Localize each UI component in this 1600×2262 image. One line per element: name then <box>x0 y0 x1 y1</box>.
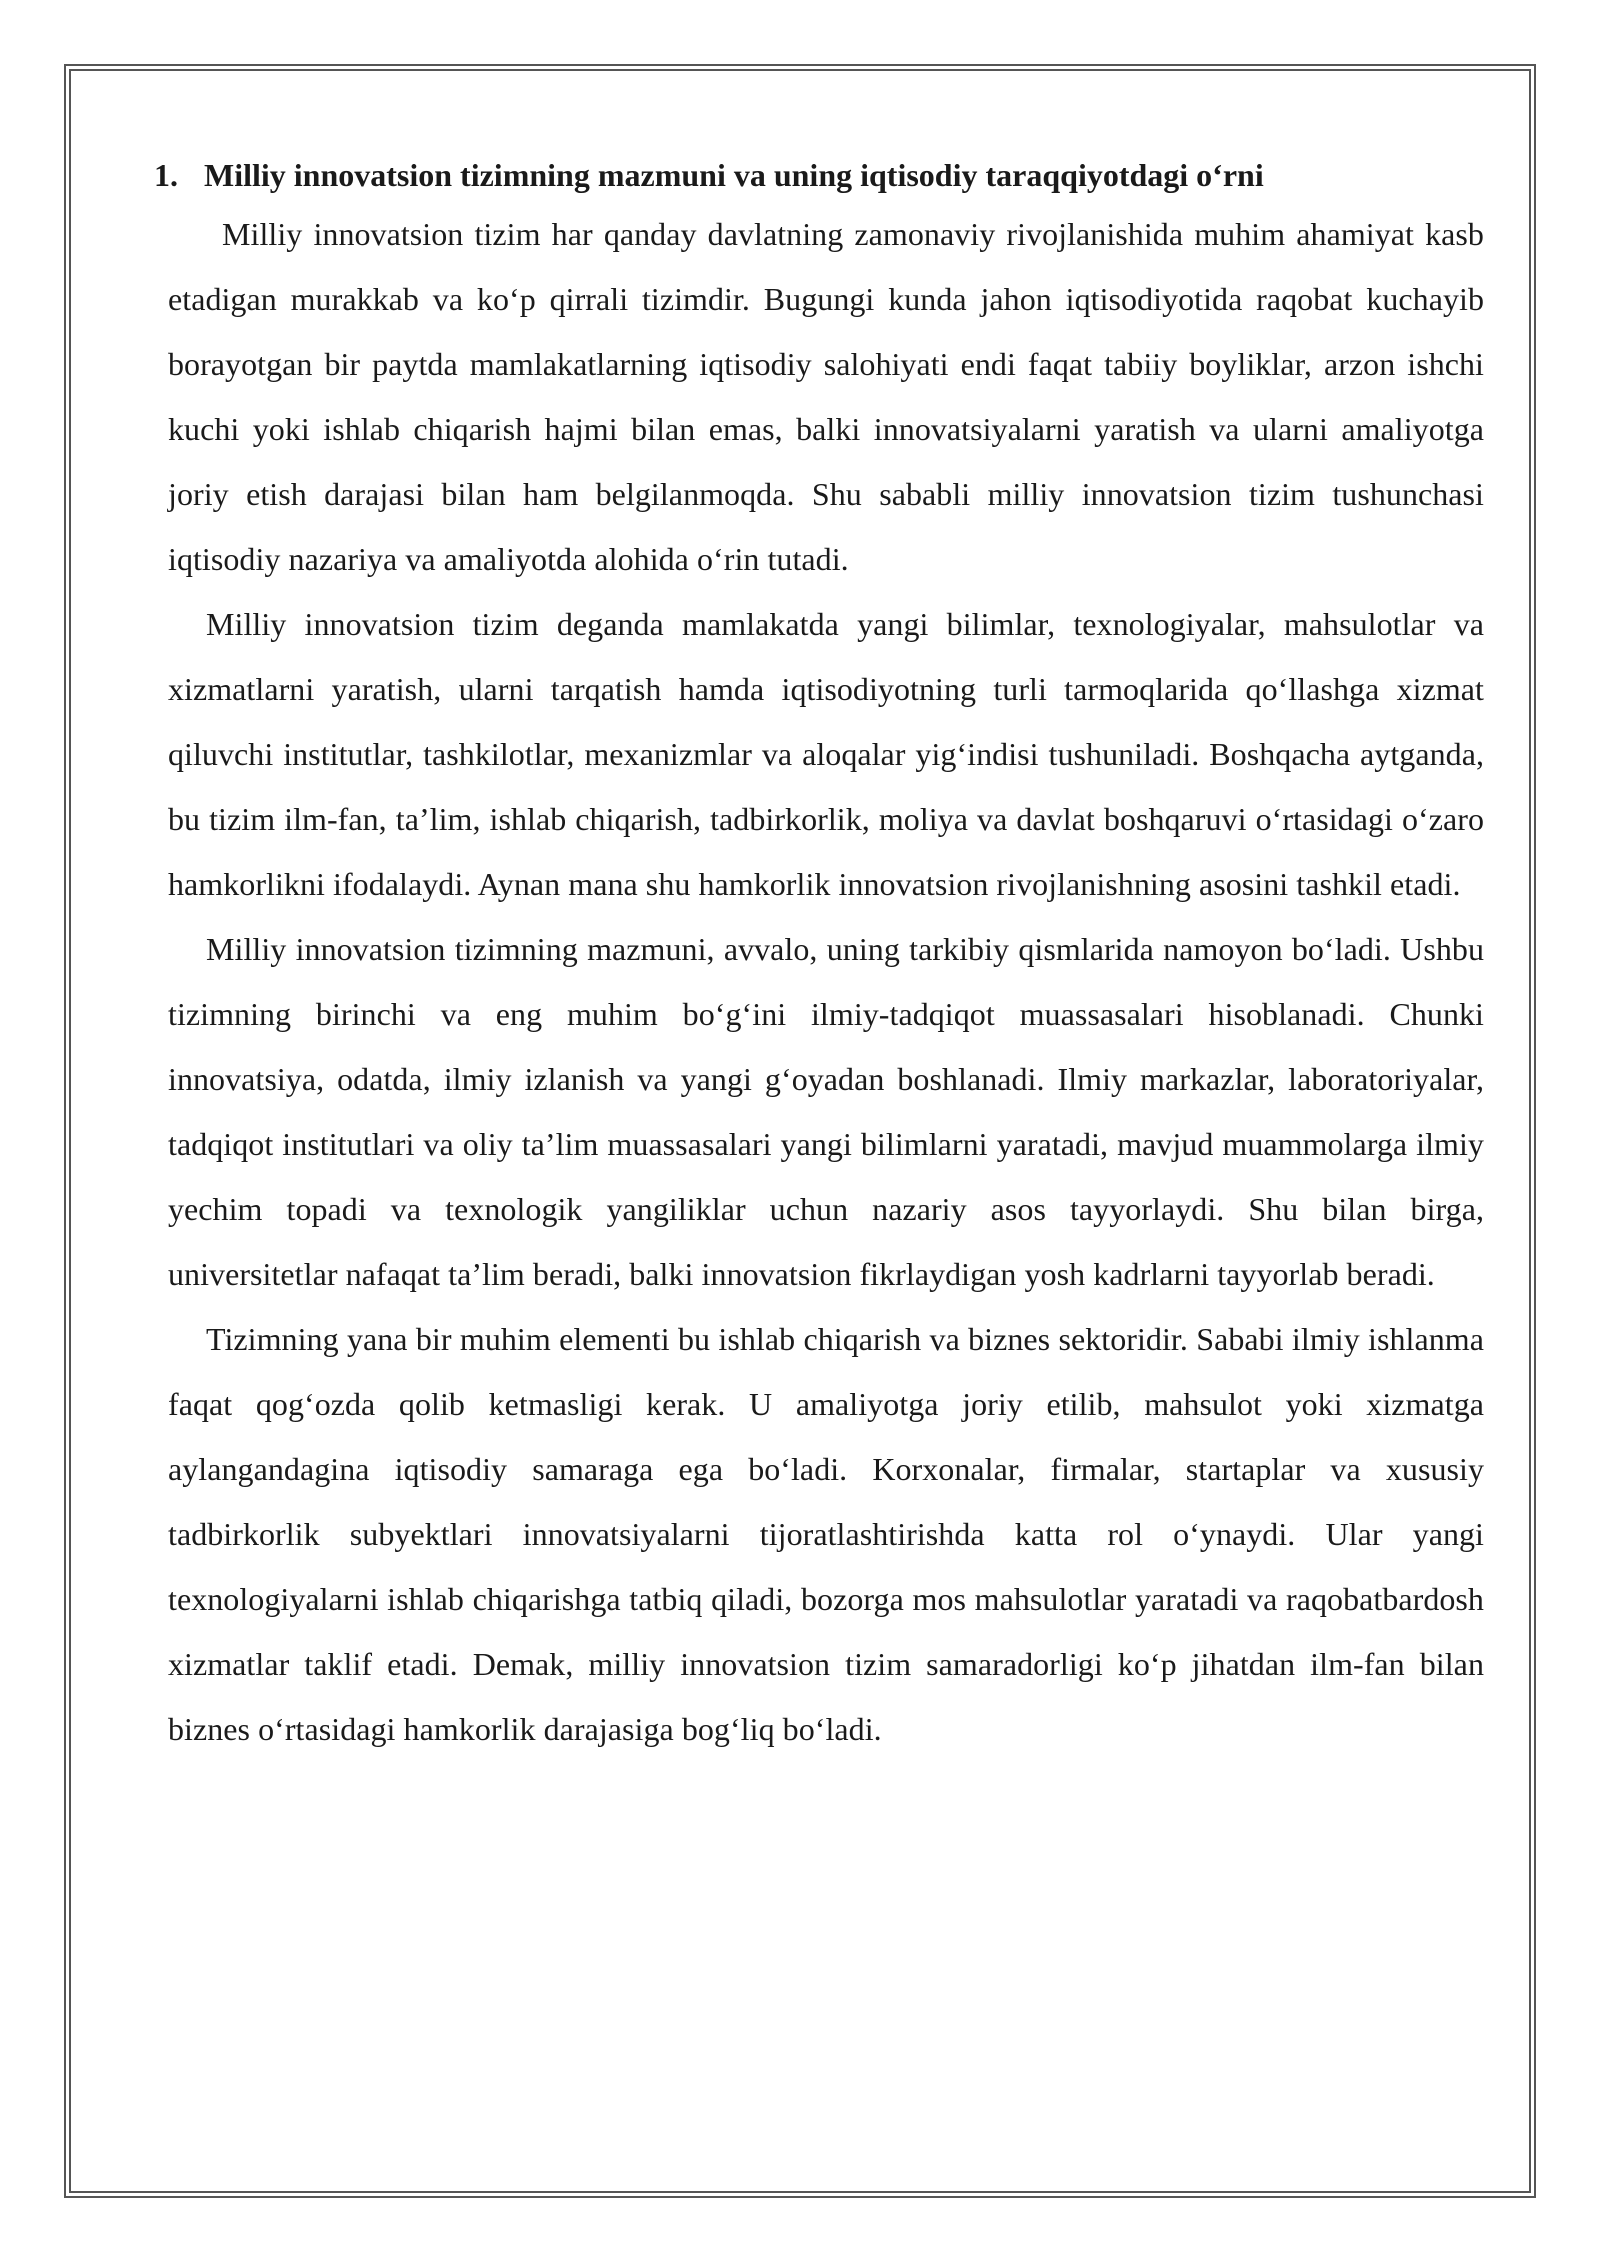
paragraph-3: Milliy innovatsion tizimning mazmuni, avvalo, uning tarkibiy qismlarida namoyon bo‘ladi. Ushbu tizimning birinchi va eng muhim bo‘g‘ini ilmiy-tadqiqot muassasalari hisoblanadi. Chunki innovatsiya, odatda, ilmiy izlanish va yangi g‘oyadan boshlanadi. Ilmiy markazlar, laboratoriyalar, tadqiqot institutlari va oliy ta’lim muassasalari yangi bilimlarni yaratadi, mavjud muammolarga ilmiy yechim topadi va texnologik yangiliklar uchun nazariy asos tayyorlaydi. Shu bilan birga, universitetlar nafaqat ta’lim beradi, balki innovatsion fikrlaydigan yosh kadrlarni tayyorlab beradi. <box>168 931 1484 1292</box>
section-title: Milliy innovatsion tizimning mazmuni va uning iqtisodiy taraqqiyotdagi o‘rni <box>204 157 1264 193</box>
section-heading <box>154 148 1484 202</box>
paragraph-2: Milliy innovatsion tizim deganda mamlakatda yangi bilimlar, texnologiyalar, mahsulotlar va xizmatlarni yaratish, ularni tarqatish hamda iqtisodiyotning turli tarmoqlarida qo‘llashga xizmat qiluvchi institutlar, tashkilotlar, mexanizmlar va aloqalar yig‘indisi tushuniladi. Boshqacha aytganda, bu tizim ilm-fan, ta’lim, ishlab chiqarish, tadbirkorlik, moliya va davlat boshqaruvi o‘rtasidagi o‘zaro hamkorlikni ifodalaydi. Aynan mana shu hamkorlik innovatsion rivojlanishning asosini tashkil etadi. <box>168 606 1484 902</box>
section-number: 1. <box>154 157 178 193</box>
paragraph-4: Tizimning yana bir muhim elementi bu ishlab chiqarish va biznes sektoridir. Sababi ilmiy ishlanma faqat qog‘ozda qolib ketmasligi kerak. U amaliyotga joriy etilib, mahsulot yoki xizmatga aylangandagina iqtisodiy samaraga ega bo‘ladi. Korxonalar, firmalar, startaplar va xususiy tadbirkorlik subyektlari innovatsiyalarni tijoratlashtirishda katta rol o‘ynaydi. Ular yangi texnologiyalarni ishlab chiqarishga tatbiq qiladi, bozorga mos mahsulotlar yaratadi va raqobatbardosh xizmatlar taklif etadi. Demak, milliy innovatsion tizim samaradorligi ko‘p jihatdan ilm-fan bilan biznes o‘rtasidagi hamkorlik darajasiga bog‘liq bo‘ladi. <box>168 1321 1484 1747</box>
paragraph-1: Milliy innovatsion tizim har qanday davlatning zamonaviy rivojlanishida muhim ahamiyat kasb etadigan murakkab va ko‘p qirrali tizimdir. Bugungi kunda jahon iqtisodiyotida raqobat kuchayib borayotgan bir paytda mamlakatlarning iqtisodiy salohiyati endi faqat tabiiy boyliklar, arzon ishchi kuchi yoki ishlab chiqarish hajmi bilan emas, balki innovatsiyalarni yaratish va ularni amaliyotga joriy etish darajasi bilan ham belgilanmoqda. Shu sababli milliy innovatsion tizim tushunchasi iqtisodiy nazariya va amaliyotda alohida o‘rin tutadi. <box>168 216 1484 577</box>
document-body <box>154 148 1484 1762</box>
